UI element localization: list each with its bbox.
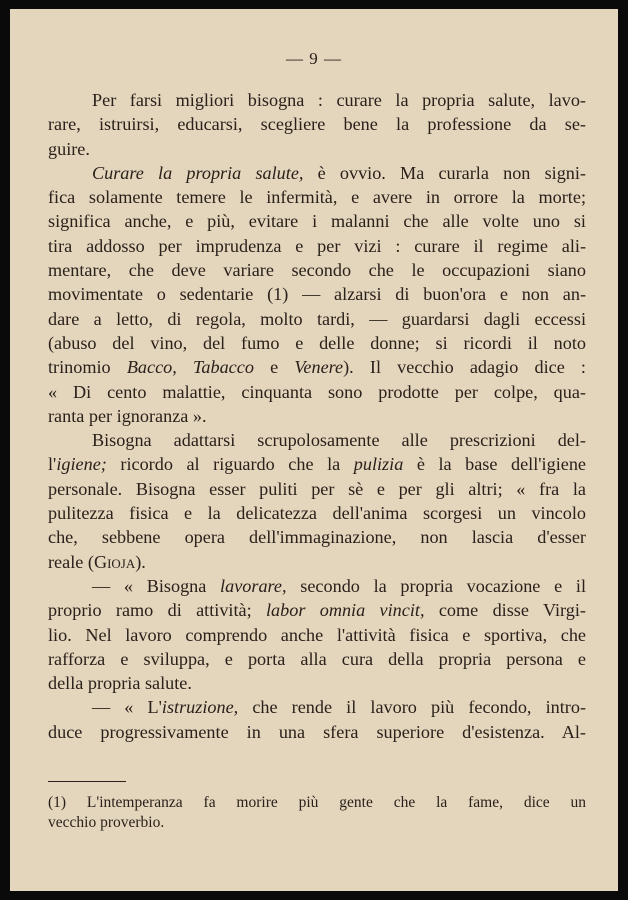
page-number: — 9 — bbox=[286, 49, 342, 68]
text-line: l'igiene; ricordo al riguardo che la pulizia è la base dell'igiene bbox=[48, 454, 586, 475]
text-line: reale (Gioja). bbox=[48, 551, 146, 572]
text-line: (abuso del vino, del fumo e delle donne; si ricordi il noto bbox=[48, 332, 586, 353]
text-line: della propria salute. bbox=[48, 673, 192, 694]
text-line: che, sebbene opera dell'immaginazione, non lascia d'esser bbox=[48, 527, 586, 548]
body-text bbox=[48, 88, 586, 744]
footnote-divider bbox=[48, 781, 126, 782]
book-page bbox=[10, 9, 618, 891]
text-line: fica solamente temere le infermità, e avere in orrore la morte; bbox=[48, 187, 586, 208]
text-line: significa anche, e più, evitare i malanni che alle volte uno si bbox=[48, 211, 586, 232]
text-line: pulitezza fisica e la delicatezza dell'anima scorgesi un vincolo bbox=[48, 503, 586, 524]
text-line: duce progressivamente in una sfera superiore d'esistenza. Al- bbox=[48, 721, 586, 742]
text-line: rafforza e sviluppa, e porta alla cura della propria persona e bbox=[48, 648, 586, 669]
text-line: Curare la propria salute, è ovvio. Ma curarla non signi- bbox=[92, 162, 586, 183]
text-line: personale. Bisogna esser puliti per sè e per gli altri; « fra la bbox=[48, 478, 586, 499]
italic-phrase: Curare la propria salute, bbox=[92, 162, 304, 183]
footnote-line: (1) L'intemperanza fa morire più gente che la fame, dice un bbox=[48, 794, 586, 811]
footnote-line: vecchio proverbio. bbox=[48, 814, 165, 831]
text-line: rare, istruirsi, educarsi, scegliere bene la professione da se- bbox=[48, 114, 586, 135]
text-line: lio. Nel lavoro comprendo anche l'attività fisica e sportiva, che bbox=[48, 624, 586, 645]
text-line: trinomio Bacco, Tabacco e Venere). Il vecchio adagio dice : bbox=[48, 357, 586, 378]
text-line: guire. bbox=[48, 138, 90, 159]
text-line: — « Bisogna lavorare, secondo la propria vocazione e il bbox=[92, 575, 586, 596]
footnote bbox=[48, 793, 586, 833]
text-line: Bisogna adattarsi scrupolosamente alle prescrizioni del- bbox=[92, 430, 586, 451]
text-line: mentare, che deve variare secondo che le occupazioni siano bbox=[48, 260, 586, 281]
text-line: tira addosso per imprudenza e per vizi : curare il regime ali- bbox=[48, 235, 586, 256]
text-line: dare a letto, di regola, molto tardi, — guardarsi dagli eccessi bbox=[48, 308, 586, 329]
text-line: « Di cento malattie, cinquanta sono prodotte per colpe, qua- bbox=[48, 381, 586, 402]
text-line: proprio ramo di attività; labor omnia vincit, come disse Virgi- bbox=[48, 600, 586, 621]
text-line: movimentate o sedentarie (1) — alzarsi di buon'ora e non an- bbox=[48, 284, 586, 305]
text-line: ranta per ignoranza ». bbox=[48, 405, 207, 426]
text-line: — « L'istruzione, che rende il lavoro più fecondo, intro- bbox=[92, 697, 586, 718]
text-line: Per farsi migliori bisogna : curare la propria salute, lavo- bbox=[92, 90, 586, 110]
